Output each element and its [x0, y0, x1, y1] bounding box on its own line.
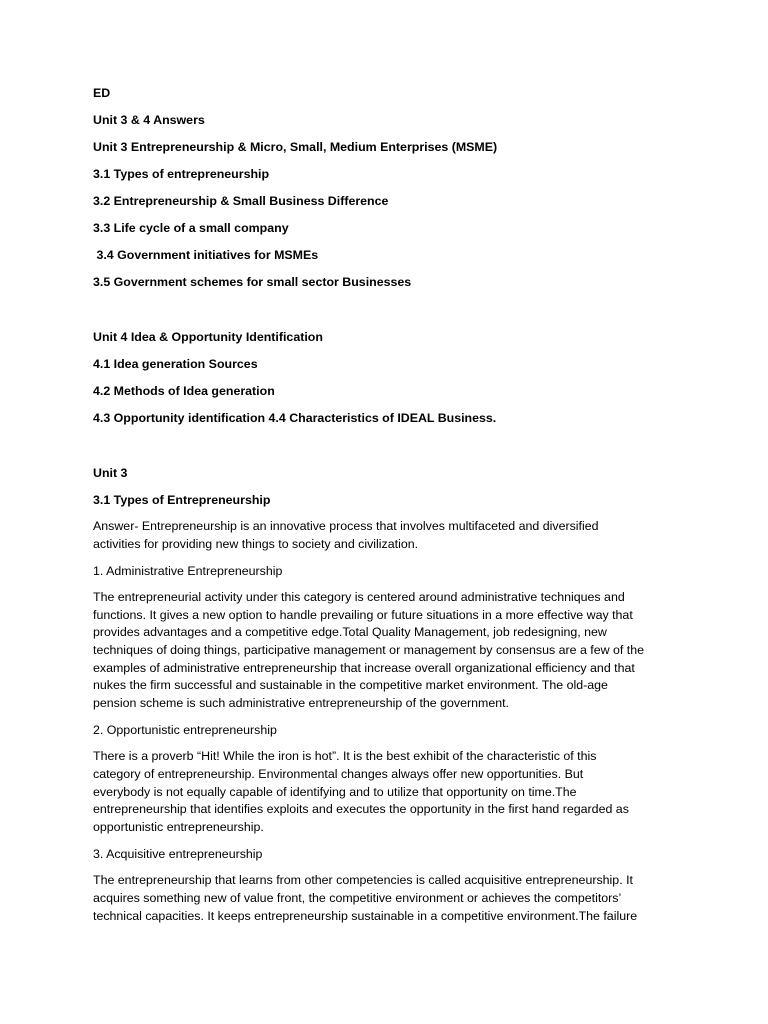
paragraph-line: acquires something new of value front, the competitive environment or achieves the competitors’ [93, 890, 622, 905]
paragraph-line: Answer- Entrepreneurship is an innovative process that involves multifaceted and diversified [93, 519, 599, 533]
item1-paragraph [93, 589, 678, 712]
paragraph-line: techniques of doing things, participative management or management by consensus are a few of the [93, 642, 645, 657]
paragraph-line: technical capacities. It keeps entrepreneurship sustainable in a competitive environment.The failure [93, 908, 638, 923]
paragraph-line: everybody is not equally capable of identifying and to utilize that opportunity on time.The [93, 784, 577, 799]
item3-paragraph [93, 872, 678, 925]
doc-heading-ed: ED [93, 86, 111, 100]
unit3-topic: 3.3 Life cycle of a small company [93, 221, 289, 235]
item2-paragraph [93, 748, 678, 836]
paragraph-line: examples of administrative entrepreneurship that increase overall organizational efficiency and that [93, 660, 635, 675]
paragraph-line: provides advantages and a competitive edge.Total Quality Management, job redesigning, new [93, 625, 607, 640]
paragraph-line: entrepreneurship that identifies exploits and executes the opportunity in the first hand regarded as [93, 802, 629, 817]
item2-title: 2. Opportunistic entrepreneurship [93, 723, 277, 738]
paragraph-line: category of entrepreneurship. Environmental changes always offer new opportunities. But [93, 766, 584, 781]
document-page [93, 84, 678, 925]
paragraph-line: There is a proverb “Hit! While the iron is hot”. It is the best exhibit of the characteristic of this [93, 749, 597, 764]
paragraph-line: nukes the firm successful and sustainable in the competitive market environment. The old-age [93, 678, 608, 693]
unit3-topic: 3.2 Entrepreneurship & Small Business Difference [93, 194, 389, 208]
unit4-topic: 4.2 Methods of Idea generation [93, 384, 275, 398]
unit4-title: Unit 4 Idea & Opportunity Identification [93, 330, 323, 344]
unit3-title: Unit 3 Entrepreneurship & Micro, Small, Medium Enterprises (MSME) [93, 140, 498, 154]
paragraph-line: opportunistic entrepreneurship. [93, 819, 264, 834]
unit3-topic: 3.4 Government initiatives for MSMEs [93, 248, 319, 262]
unit4-topic: 4.3 Opportunity identification 4.4 Characteristics of IDEAL Business. [93, 411, 497, 425]
unit3-topic: 3.5 Government schemes for small sector Businesses [93, 275, 412, 289]
paragraph-line: pension scheme is such administrative entrepreneurship of the government. [93, 695, 509, 710]
unit4-topic: 4.1 Idea generation Sources [93, 357, 258, 371]
section-title: 3.1 Types of Entrepreneurship [93, 493, 271, 507]
paragraph-line: The entrepreneurship that learns from other competencies is called acquisitive entrepreneurship. It [93, 873, 633, 888]
paragraph-line: functions. It gives a new option to handle prevailing or future situations in a more effective way that [93, 607, 633, 622]
doc-heading-answers: Unit 3 & 4 Answers [93, 113, 205, 127]
item1-title: 1. Administrative Entrepreneurship [93, 564, 283, 579]
paragraph-line: activities for providing new things to society and civilization. [93, 536, 419, 551]
item3-title: 3. Acquisitive entrepreneurship [93, 847, 263, 862]
unit3-topic: 3.1 Types of entrepreneurship [93, 167, 270, 181]
answer-paragraph [93, 518, 678, 553]
section-unit-heading: Unit 3 [93, 466, 128, 480]
paragraph-line: The entrepreneurial activity under this category is centered around administrative techniques and [93, 590, 625, 605]
